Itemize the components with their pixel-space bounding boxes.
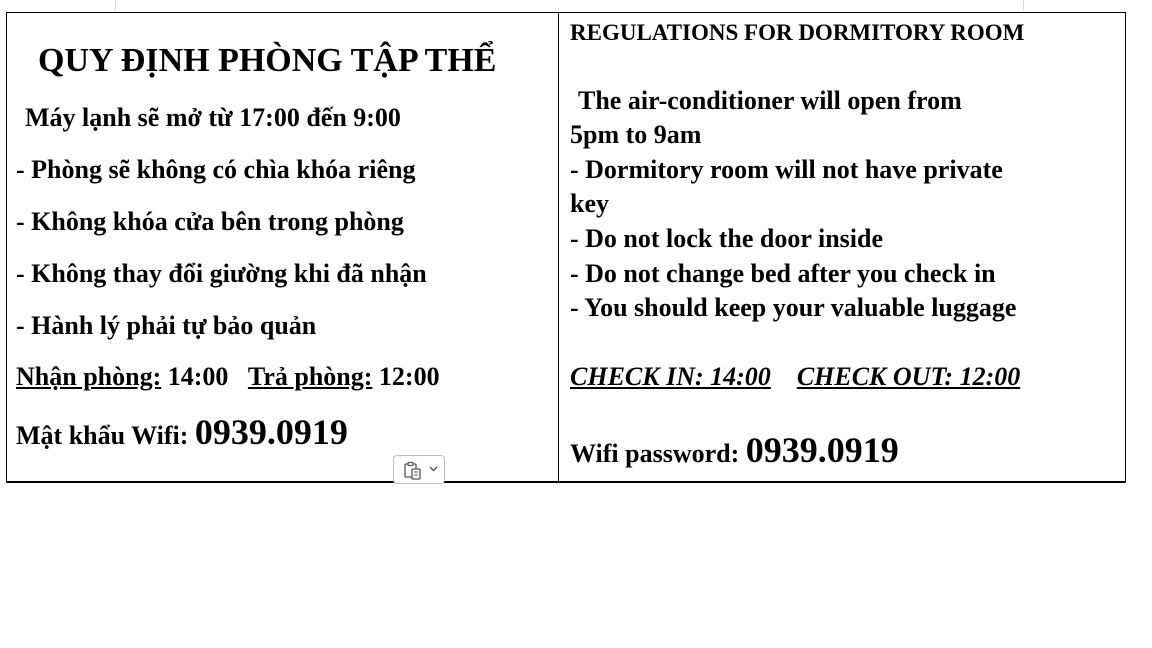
english-wifi-line <box>570 432 899 468</box>
paste-options-button[interactable] <box>393 455 445 484</box>
english-rule: - Dormitory room will not have private <box>570 155 1003 184</box>
vietnamese-wifi-line <box>16 414 348 450</box>
vietnamese-title: QUY ĐỊNH PHÒNG TẬP THỂ <box>38 42 497 79</box>
vietnamese-ac-line: Máy lạnh sẽ mở từ 17:00 đến 9:00 <box>25 103 401 132</box>
wifi-password: 0939.0919 <box>194 412 348 452</box>
vietnamese-rule: - Không khóa cửa bên trong phòng <box>16 207 404 236</box>
english-rule: - Do not lock the door inside <box>570 224 883 253</box>
checkin-text: CHECK IN: 14:00 <box>570 362 771 391</box>
checkout-text: CHECK OUT: 12:00 <box>796 362 1021 391</box>
checkin-label: Nhận phòng: <box>16 362 162 391</box>
english-rule: - You should keep your valuable luggage <box>570 293 1017 322</box>
english-ac-line: 5pm to 9am <box>570 120 702 149</box>
table-bottom-border <box>6 481 1126 483</box>
english-title: REGULATIONS FOR DORMITORY ROOM <box>570 20 1025 45</box>
english-checkin-checkout <box>570 364 1020 390</box>
wifi-label: Mật khẩu Wifi: <box>16 421 195 450</box>
vietnamese-rule: - Phòng sẽ không có chìa khóa riêng <box>16 155 416 184</box>
vietnamese-rule: - Không thay đổi giường khi đã nhận <box>16 259 427 288</box>
english-rule: key <box>570 189 609 218</box>
clipboard-paste-icon <box>403 461 423 481</box>
english-rule: - Do not change bed after you check in <box>570 259 996 288</box>
page-corner-mark-right <box>1023 0 1024 11</box>
checkout-label: Trả phòng: <box>247 362 373 391</box>
wifi-label: Wifi password: <box>570 439 746 468</box>
checkin-time: 14:00 <box>161 362 229 391</box>
wifi-password: 0939.0919 <box>745 430 899 470</box>
regulations-table <box>6 12 1126 482</box>
checkout-time: 12:00 <box>372 362 440 391</box>
vietnamese-checkin-checkout <box>16 364 440 390</box>
vietnamese-rule: - Hành lý phải tự bảo quản <box>16 311 317 340</box>
page-corner-mark-left <box>115 0 116 11</box>
english-ac-line: The air-conditioner will open from <box>578 86 962 115</box>
chevron-down-icon <box>429 466 438 472</box>
column-divider <box>558 12 559 482</box>
